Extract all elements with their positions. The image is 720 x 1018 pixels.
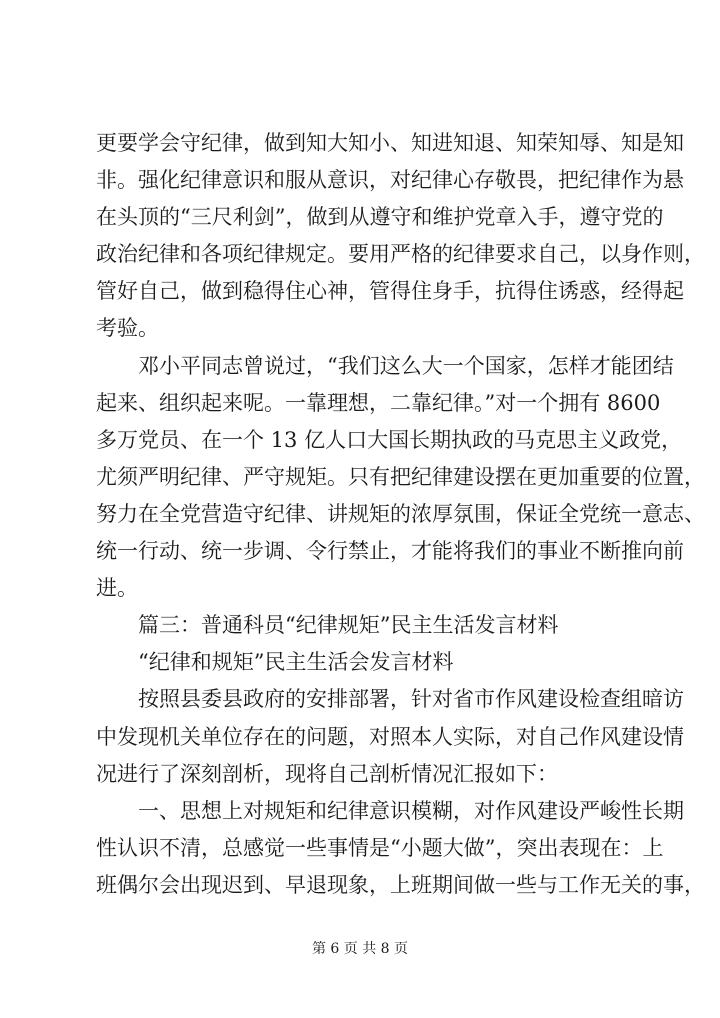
text-line: 非。强化纪律意识和服从意识，对纪律心存敬畏，把纪律作为悬 <box>96 168 684 193</box>
text-line: 在头顶的“三尺利剑”，做到从遵守和维护党章入手，遵守党的 <box>96 205 664 230</box>
text-line: 尤须严明纪律、严守规矩。只有把纪律建设摆在更加重要的位置， <box>96 464 705 489</box>
text-line: 政治纪律和各项纪律规定。要用严格的纪律要求自己，以身作则， <box>96 242 705 267</box>
text-line: 班偶尔会出现迟到、早退现象，上班期间做一些与工作无关的事， <box>96 872 705 897</box>
text-line: 考验。 <box>96 316 159 341</box>
body-text <box>96 125 705 904</box>
text-line: 多万党员、在一个 13 亿人口大国长期执政的马克思主义政党， <box>96 427 683 452</box>
text-line: 邓小平同志曾说过，“我们这么大一个国家，怎样才能团结 <box>138 353 674 378</box>
text-line: 一、思想上对规矩和纪律意识模糊，对作风建设严峻性长期 <box>138 798 684 823</box>
text-line: 统一行动、统一步调、令行禁止，才能将我们的事业不断推向前 <box>96 539 684 564</box>
text-line: 性认识不清，总感觉一些事情是“小题大做”，突出表现在：上 <box>96 835 664 860</box>
text-line: 努力在全党营造守纪律、讲规矩的浓厚氛围，保证全党统一意志、 <box>96 501 705 526</box>
text-line: 中发现机关单位存在的问题，对照本人实际，对自己作风建设情 <box>96 724 684 749</box>
page-number-footer: 第 6 页 共 8 页 <box>311 941 409 957</box>
text-line: 起来、组织起来呢。一靠理想，二靠纪律。”对一个拥有 8600 <box>96 390 661 415</box>
section-heading: 篇三：普通科员“纪律规矩”民主生活发言材料 <box>138 613 559 638</box>
text-line: 管好自己，做到稳得住心神，管得住身手，抗得住诱惑，经得起 <box>96 279 684 304</box>
section-subheading: “纪律和规矩”民主生活会发言材料 <box>138 650 454 675</box>
text-line: 进。 <box>96 576 138 601</box>
text-line: 更要学会守纪律，做到知大知小、知进知退、知荣知辱、知是知 <box>96 131 684 155</box>
text-line: 按照县委县政府的安排部署，针对省市作风建设检查组暗访 <box>138 687 684 712</box>
text-line: 况进行了深刻剖析，现将自己剖析情况汇报如下： <box>96 761 558 786</box>
